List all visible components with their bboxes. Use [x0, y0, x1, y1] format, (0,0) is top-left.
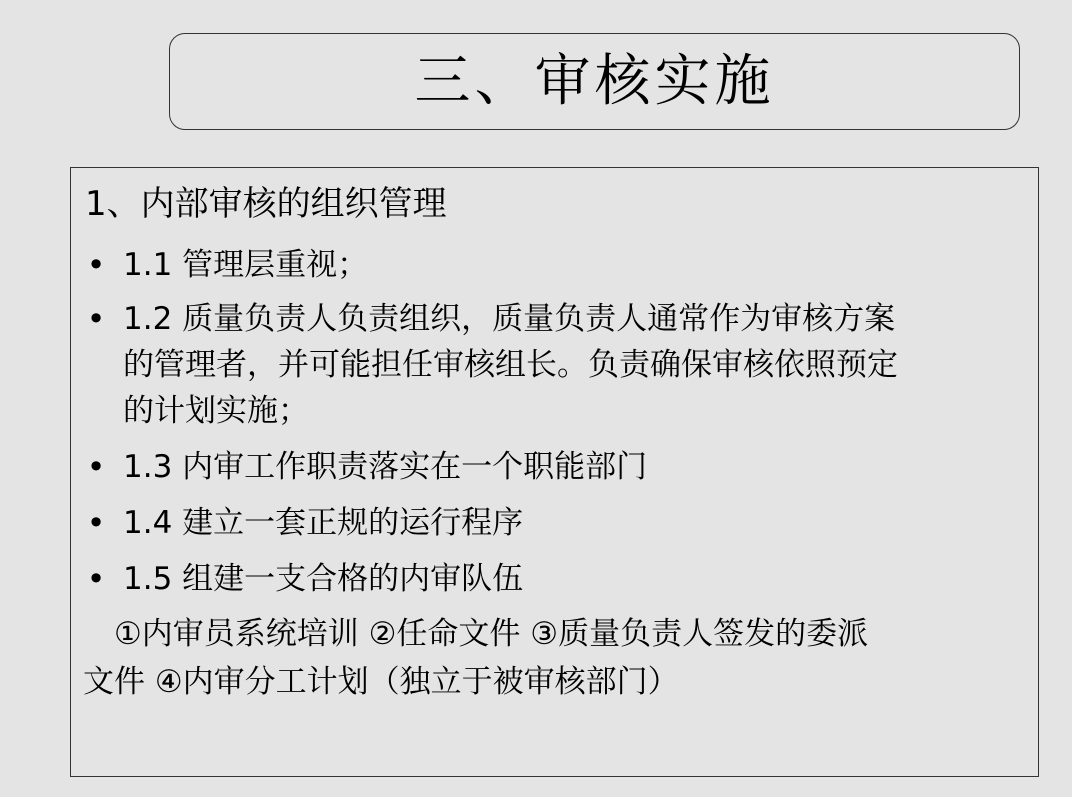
- list-item: [123, 500, 1023, 546]
- list-item: [123, 242, 1023, 288]
- note-paragraph: [83, 610, 1023, 706]
- list-item-line: 1.3 内审工作职责落实在一个职能部门: [123, 449, 648, 485]
- note-line: 文件 ④内审分工计划（独立于被审核部门）: [83, 664, 679, 700]
- list-item-line: 1.2 质量负责人负责组织，质量负责人通常作为审核方案: [123, 301, 896, 337]
- bullet-icon: •: [86, 300, 106, 338]
- bullet-icon: •: [86, 246, 106, 284]
- list-item-line: 1.1 管理层重视；: [123, 247, 369, 283]
- list-item: [123, 556, 1023, 602]
- slide-title: 三、审核实施: [414, 48, 775, 114]
- list-item-line: 1.4 建立一套正规的运行程序: [123, 505, 524, 541]
- bullet-icon: •: [86, 560, 106, 598]
- list-item: [123, 296, 1023, 434]
- list-item-line: 的计划实施；: [123, 393, 309, 429]
- note-line: ①内审员系统培训 ②任命文件 ③质量负责人签发的委派: [83, 616, 869, 652]
- content-box: [70, 167, 1039, 777]
- bullet-icon: •: [86, 504, 106, 542]
- list-item: [123, 444, 1023, 490]
- slide-title-box: [169, 33, 1020, 130]
- bullet-icon: •: [86, 448, 106, 486]
- section-heading: 1、内部审核的组织管理: [85, 184, 447, 224]
- list-item-line: 的管理者，并可能担任审核组长。负责确保审核依照预定: [123, 347, 898, 383]
- list-item-line: 1.5 组建一支合格的内审队伍: [123, 561, 524, 597]
